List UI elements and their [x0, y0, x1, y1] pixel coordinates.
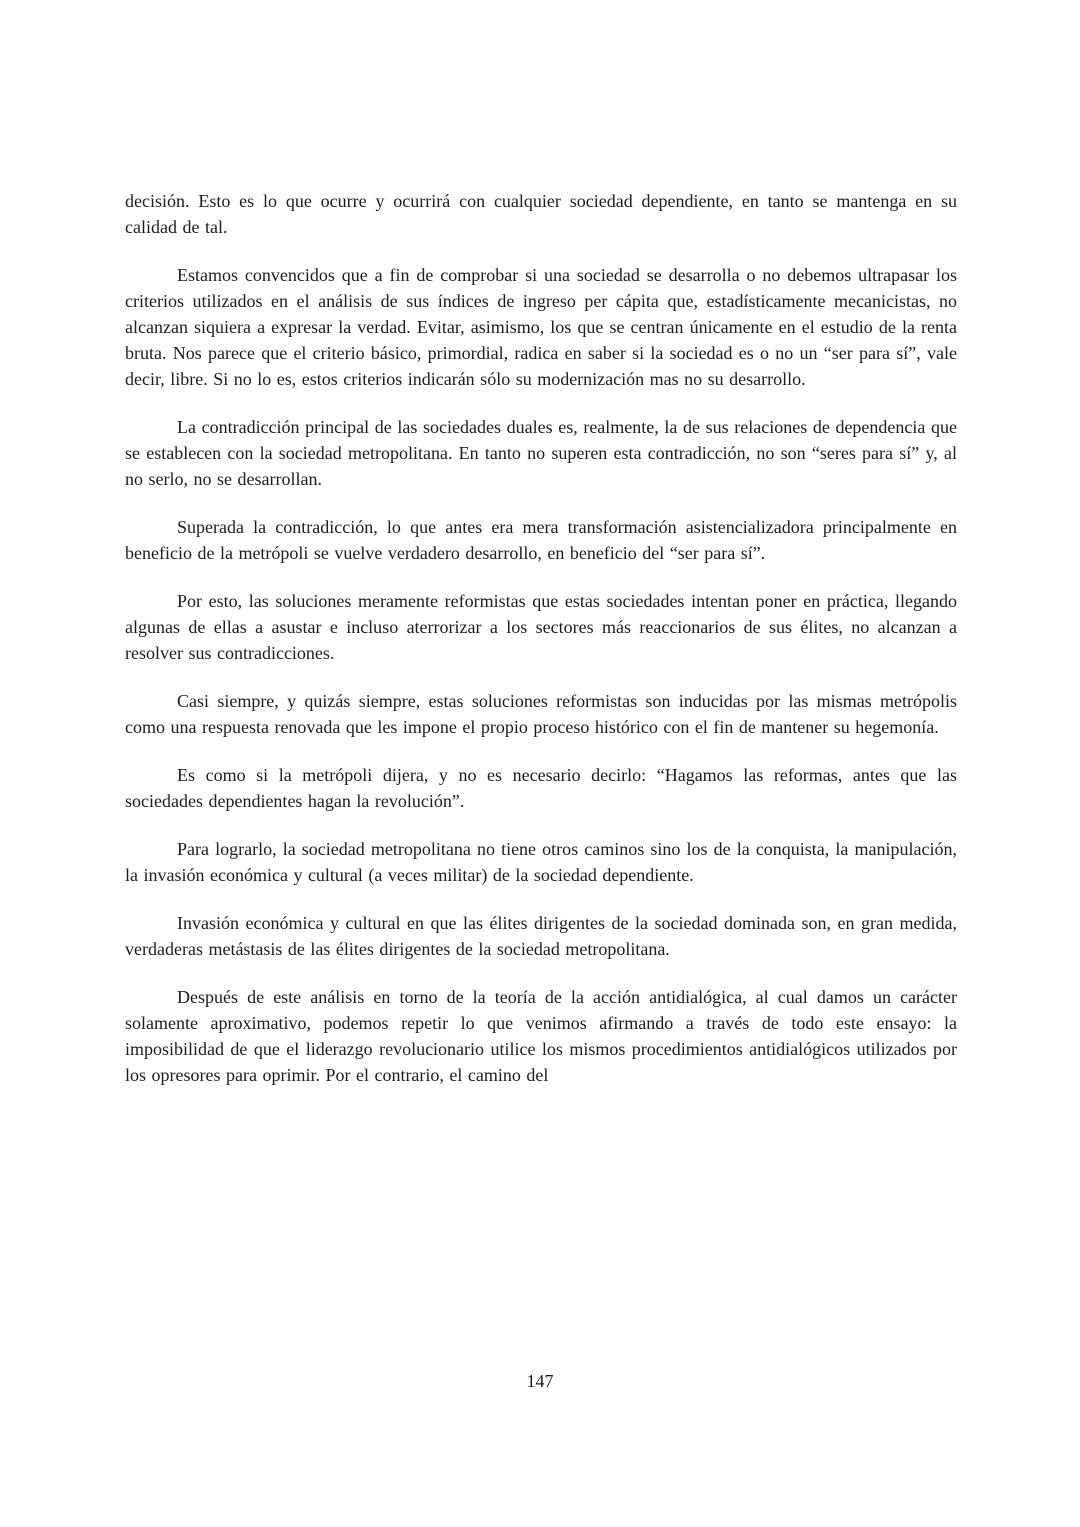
paragraph: Para lograrlo, la sociedad metropolitana no tiene otros caminos sino los de la conquista, la manipulación, la invasión económica y cultural (a veces militar) de la sociedad dependiente.: [125, 839, 957, 885]
paragraph: Invasión económica y cultural en que las élites dirigentes de la sociedad dominada son, en gran medida, verdaderas metástasis de las élites dirigentes de la sociedad metropolitana.: [125, 913, 957, 959]
paragraph: Estamos convencidos que a fin de comprobar si una sociedad se desarrolla o no debemos ultrapasar los criterios utilizados en el análisis de sus índices de ingreso per cápita que, estadísticamente mecanicistas, no alcanzan siquiera a expresar la verdad. Evitar, asimismo, los que se centran únicamente en el estudio de la renta bruta. Nos parece que el criterio básico, primordial, radica en saber si la sociedad es o no un “ser para sí”, vale decir, libre. Si no lo es, estos criterios indicarán sólo su modernización mas no su desarrollo.: [125, 265, 957, 389]
paragraph: La contradicción principal de las sociedades duales es, realmente, la de sus relaciones de dependencia que se establecen con la sociedad metropolitana. En tanto no superen esta contradicción, no son “seres para sí” y, al no serlo, no se desarrollan.: [125, 417, 957, 489]
paragraph: Por esto, las soluciones meramente reformistas que estas sociedades intentan poner en práctica, llegando algunas de ellas a asustar e incluso aterrorizar a los sectores más reaccionarios de sus élites, no alcanzan a resolver sus contradicciones.: [125, 591, 957, 663]
paragraph: Casi siempre, y quizás siempre, estas soluciones reformistas son inducidas por las mismas metrópolis como una respuesta renovada que les impone el propio proceso histórico con el fin de mantener su hegemonía.: [125, 691, 957, 737]
paragraph: Superada la contradicción, lo que antes era mera transformación asistencializadora principalmente en beneficio de la metrópoli se vuelve verdadero desarrollo, en beneficio del “ser para sí”.: [125, 517, 957, 563]
page-number: 147: [526, 1371, 554, 1391]
paragraph: Es como si la metrópoli dijera, y no es necesario decirlo: “Hagamos las reformas, antes que las sociedades dependientes hagan la revolución”.: [125, 765, 957, 811]
text-block: [125, 188, 957, 1110]
paragraph: decisión. Esto es lo que ocurre y ocurrirá con cualquier sociedad dependiente, en tanto se mantenga en su calidad de tal.: [125, 191, 957, 237]
paragraph: Después de este análisis en torno de la teoría de la acción antidialógica, al cual damos un carácter solamente aproximativo, podemos repetir lo que venimos afirmando a través de todo este ensayo: la imposibilidad de que el liderazgo revolucionario utilice los mismos procedimientos antidialógicos utilizados por los opresores para oprimir. Por el contrario, el camino del: [125, 987, 957, 1085]
